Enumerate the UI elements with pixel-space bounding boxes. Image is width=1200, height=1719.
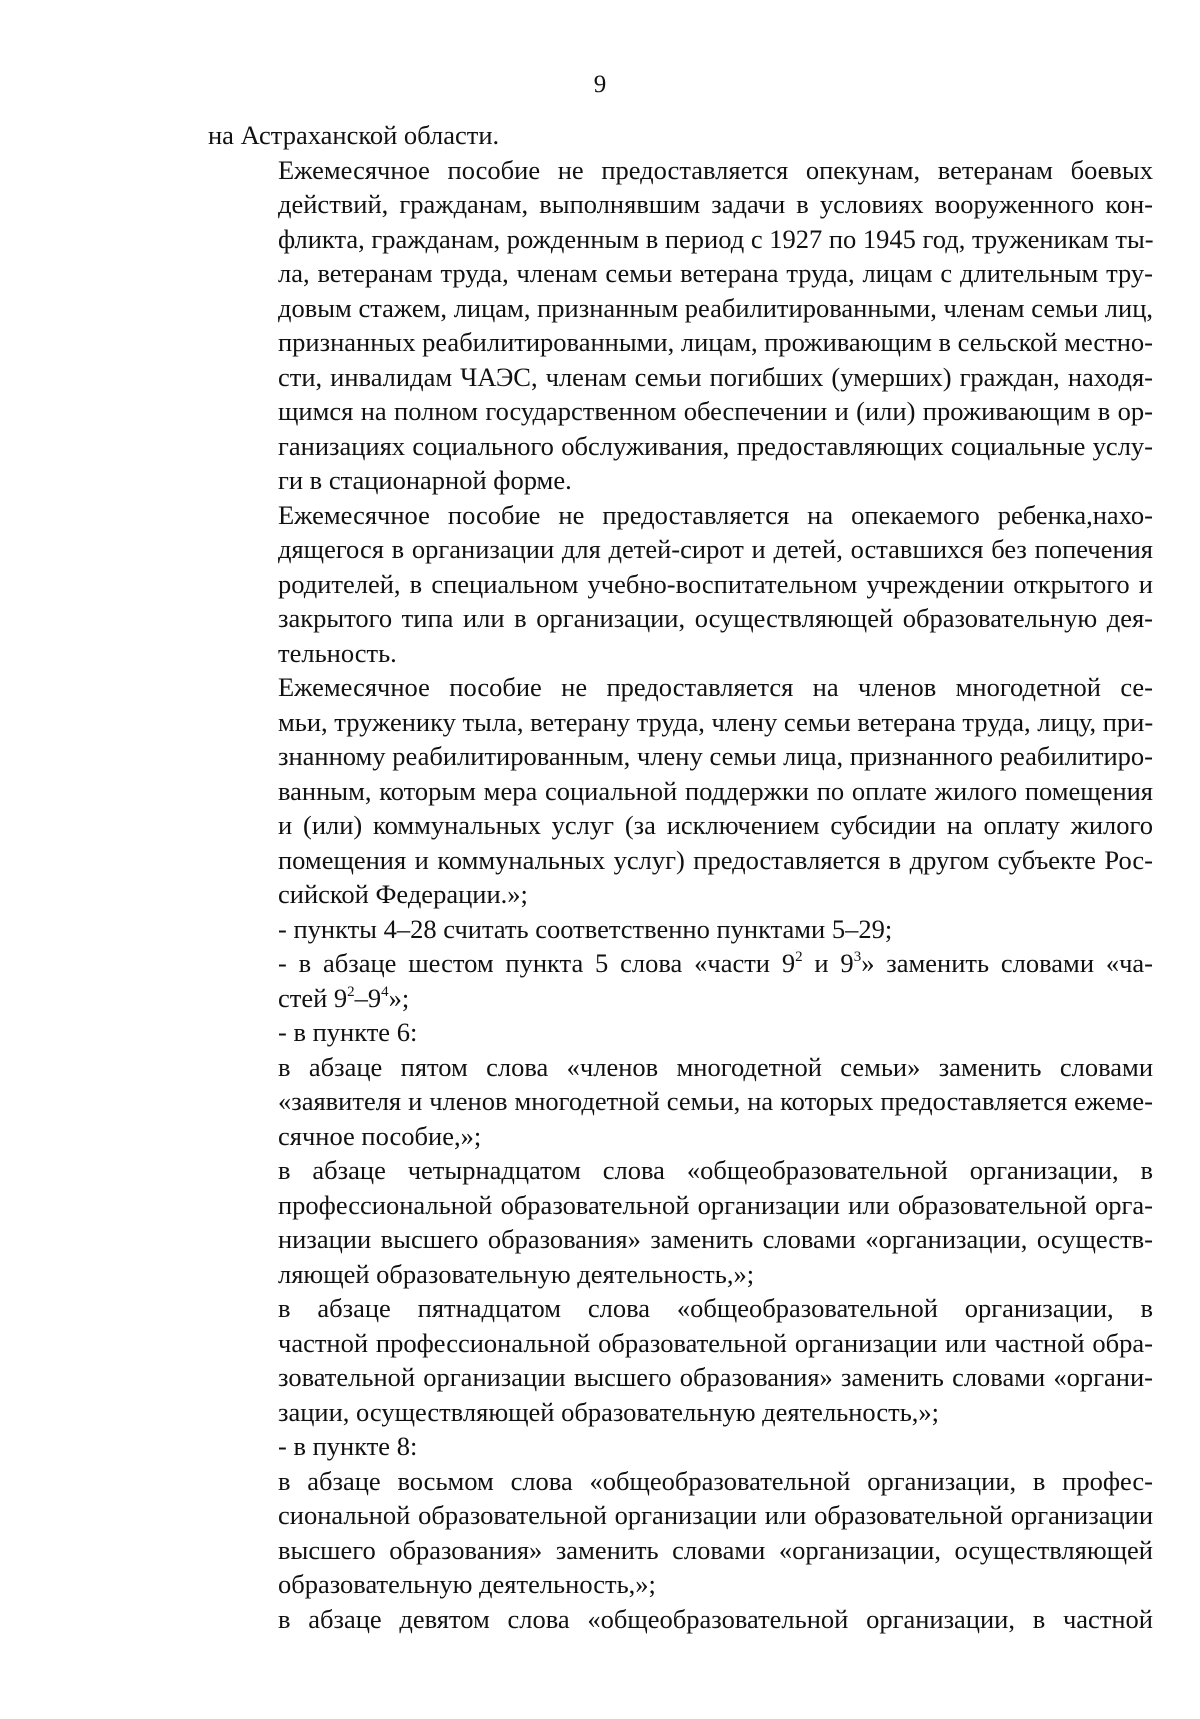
text-line: в абзаце восьмом слова «общеобразовательной организации, в профес-: [278, 1465, 1153, 1496]
text-line: в абзаце пятнадцатом слова «общеобразовательной организации, в: [278, 1293, 1153, 1323]
paragraph-p2: [208, 153, 1153, 498]
text-line: сячное пособие,»;: [278, 1120, 482, 1151]
text-line: Ежемесячное пособие не предоставляется на опекаемого ребенка,нахо-: [278, 499, 1153, 530]
text-segment: и 9: [802, 948, 854, 978]
text-line: действий, гражданам, выполнявшим задачи в условиях вооруженного кон-: [278, 189, 1153, 219]
text-line: в абзаце пятом слова «членов многодетной семьи» заменить словами: [278, 1051, 1153, 1082]
paragraph-p9: [208, 1153, 1153, 1291]
text-segment: стей 9: [278, 982, 348, 1013]
text-line: - в пункте 6:: [278, 1017, 418, 1047]
paragraph-p5: [208, 912, 1153, 947]
superscript: 2: [795, 949, 803, 965]
text-line: и (или) коммунальных услуг (за исключением субсидии на оплату жилого: [278, 810, 1153, 840]
paragraph-p10: [208, 1291, 1153, 1429]
paragraph-p12: [208, 1464, 1153, 1602]
paragraph-p1: [208, 118, 1153, 153]
paragraph-p3: [208, 498, 1153, 671]
text-line: зовательной организации высшего образования» заменить словами «органи-: [278, 1362, 1153, 1392]
text-line: сийской Федерации.»;: [278, 879, 528, 909]
text-line: «заявителя и членов многодетной семьи, на которых предоставляется ежеме-: [278, 1086, 1153, 1116]
text-line: дящегося в организации для детей-сирот и детей, оставшихся без попечения: [278, 534, 1153, 564]
page-number: 9: [593, 71, 607, 98]
text-line: в абзаце девятом слова «общеобразовательной организации, в частной: [278, 1603, 1153, 1634]
paragraph-p7: [208, 1015, 1153, 1050]
text-line: образовательную деятельность,»;: [278, 1569, 656, 1599]
paragraph-p6: [208, 946, 1153, 1015]
paragraph-p8: [208, 1050, 1153, 1154]
text-line: знанному реабилитированным, члену семьи лица, признанного реабилитиро-: [278, 741, 1153, 771]
text-line: помещения и коммунальных услуг) предоставляется в другом субъекте Рос-: [278, 844, 1153, 875]
text-line: профессиональной образовательной организации или образовательной орга-: [278, 1189, 1153, 1220]
text-line: частной профессиональной образовательной организации или частной обра-: [278, 1327, 1153, 1358]
text-line: довым стажем, лицам, признанным реабилитированными, членам семьи лиц,: [278, 292, 1153, 323]
text-line: на Астраханской области.: [208, 120, 500, 150]
text-line: низации высшего образования» заменить словами «организации, осуществ-: [278, 1224, 1153, 1254]
superscript: 4: [381, 983, 389, 1000]
paragraph-p13: [208, 1602, 1153, 1637]
text-line: - пункты 4–28 считать соответственно пунктами 5–29;: [278, 913, 893, 944]
paragraph-p4: [208, 670, 1153, 912]
text-line: ганизациях социального обслуживания, предоставляющих социальные услу-: [278, 430, 1153, 461]
superscript: 2: [347, 983, 355, 1000]
text-line: сти, инвалидам ЧАЭС, членам семьи погибших (умерших) граждан, находя-: [278, 361, 1153, 392]
text-line: щимся на полном государственном обеспечении и (или) проживающим в ор-: [278, 396, 1153, 426]
text-segment: –9: [354, 982, 382, 1013]
text-segment: »;: [388, 982, 410, 1013]
text-line: в абзаце четырнадцатом слова «общеобразовательной организации, в: [278, 1155, 1153, 1185]
text-line: [208, 981, 1153, 1016]
text-segment: » заменить словами «ча-: [861, 948, 1154, 978]
superscript: 3: [853, 949, 862, 965]
text-line: Ежемесячное пособие не предоставляется на членов многодетной се-: [278, 672, 1153, 702]
text-line: - в пункте 8:: [278, 1431, 418, 1461]
text-line: зации, осуществляющей образовательную деятельность,»;: [278, 1396, 940, 1427]
text-line: ванным, которым мера социальной поддержки по оплате жилого помещения: [278, 775, 1153, 806]
text-line: ги в стационарной форме.: [278, 465, 572, 495]
text-line: родителей, в специальном учебно-воспитательном учреждении открытого и: [278, 568, 1153, 599]
text-line: сиональной образовательной организации или образовательной организации: [278, 1500, 1153, 1530]
paragraph-p11: [208, 1429, 1153, 1464]
document-body: [208, 118, 1153, 1636]
text-line: ла, ветеранам труда, членам семьи ветерана труда, лицам с длительным тру-: [278, 258, 1153, 288]
text-line: [208, 946, 1153, 981]
text-line: тельность.: [278, 637, 397, 668]
text-line: фликта, гражданам, рожденным в период с 1927 по 1945 год, труженикам ты-: [278, 223, 1154, 254]
text-line: признанных реабилитированными, лицам, проживающим в сельской местно-: [278, 327, 1153, 357]
text-line: ляющей образовательную деятельность,»;: [278, 1258, 755, 1289]
text-line: закрытого типа или в организации, осуществляющей образовательную дея-: [278, 603, 1153, 633]
text-line: мьи, труженику тыла, ветерану труда, члену семьи ветерана труда, лицу, при-: [278, 706, 1154, 737]
text-line: высшего образования» заменить словами «организации, осуществляющей: [278, 1534, 1153, 1565]
text-line: Ежемесячное пособие не предоставляется опекунам, ветеранам боевых: [278, 154, 1153, 185]
text-segment: - в абзаце шестом пункта 5 слова «части 9: [278, 948, 796, 978]
